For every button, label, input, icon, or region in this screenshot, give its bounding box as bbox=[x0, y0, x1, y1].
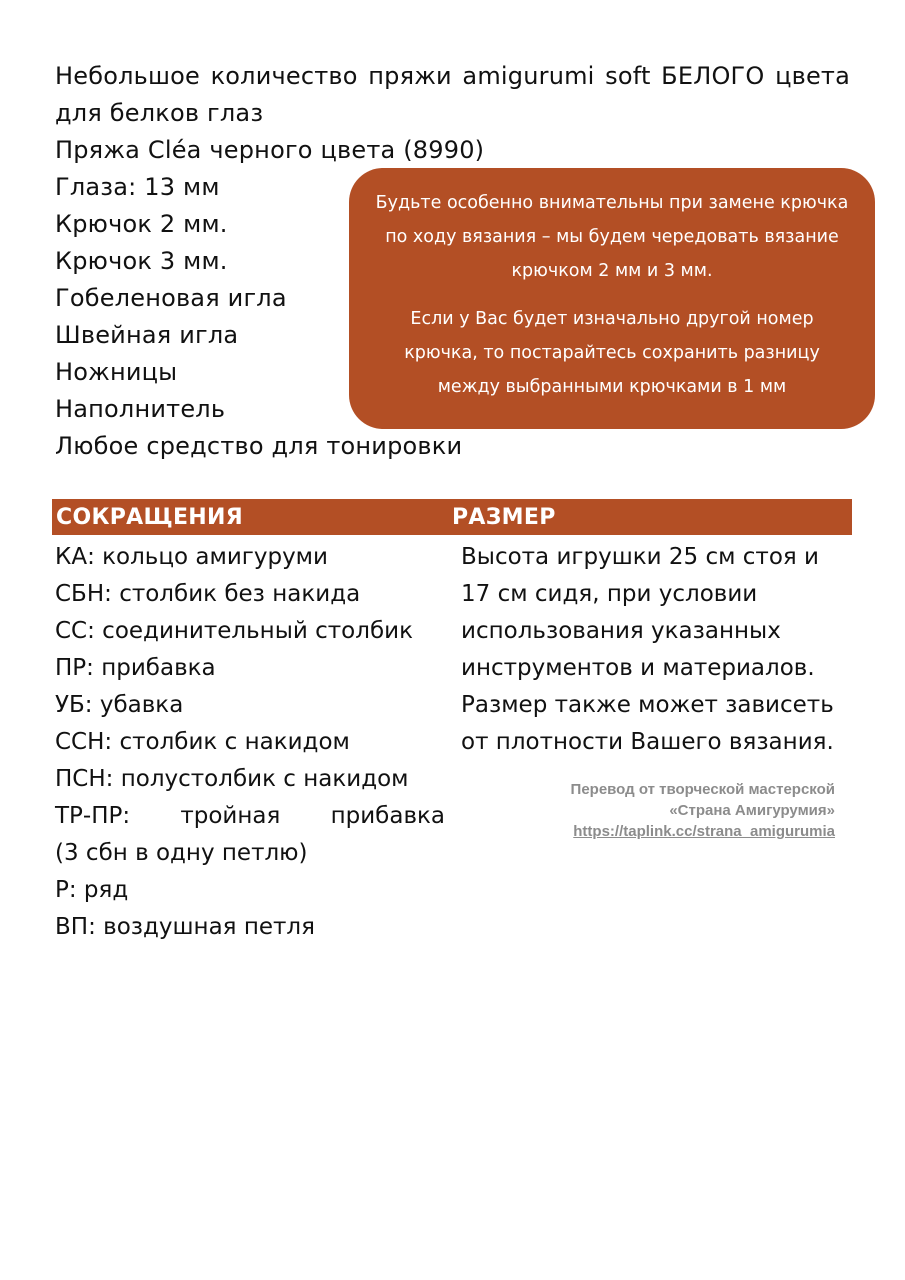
materials-item: Любое средство для тонировки bbox=[55, 432, 463, 460]
size-description bbox=[461, 539, 861, 761]
section-header-bar bbox=[52, 499, 852, 535]
materials-item: Крючок 2 мм. bbox=[55, 210, 228, 238]
abbreviation-item: ВП: воздушная петля bbox=[55, 914, 315, 940]
materials-item: Наполнитель bbox=[55, 395, 226, 423]
materials-item: Гобеленовая игла bbox=[55, 284, 287, 312]
size-line: 17 см сидя, при условии bbox=[461, 581, 758, 607]
size-line: использования указанных bbox=[461, 618, 781, 644]
credit-line: «Страна Амигурумия» bbox=[669, 802, 835, 819]
size-line: Размер также может зависеть bbox=[461, 692, 834, 718]
credit-line: Перевод от творческой мастерской bbox=[570, 781, 835, 798]
size-line: от плотности Вашего вязания. bbox=[461, 729, 834, 755]
abbreviations-heading: СОКРАЩЕНИЯ bbox=[56, 505, 243, 530]
abbreviation-item: УБ: убавка bbox=[55, 692, 184, 718]
translation-credit bbox=[470, 779, 835, 842]
size-line: инструментов и материалов. bbox=[461, 655, 815, 681]
hook-warning-note bbox=[349, 168, 875, 429]
abbreviation-item: ПСН: полустолбик с накидом bbox=[55, 766, 409, 792]
abbreviation-item: СС: соединительный столбик bbox=[55, 618, 413, 644]
materials-item: Швейная игла bbox=[55, 321, 239, 349]
note-paragraph: Если у Вас будет изначально другой номер крючка, то постарайтесь сохранить разницу между выбранными крючками в 1 мм bbox=[404, 309, 820, 397]
credit-link[interactable]: https://taplink.cc/strana_amigurumia bbox=[573, 823, 835, 840]
note-paragraph: Будьте особенно внимательны при замене крючка по ходу вязания – мы будем чередовать вязание крючком 2 мм и 3 мм. bbox=[375, 193, 849, 281]
abbreviation-item: ТР-ПР: тройная прибавка bbox=[55, 803, 445, 829]
materials-item: Глаза: 13 мм bbox=[55, 173, 220, 201]
abbreviation-item: ПР: прибавка bbox=[55, 655, 216, 681]
abbreviation-item: ССН: столбик с накидом bbox=[55, 729, 350, 755]
abbreviations-list bbox=[55, 539, 445, 946]
abbreviation-item: КА: кольцо амигуруми bbox=[55, 544, 328, 570]
abbreviation-item: СБН: столбик без накида bbox=[55, 581, 361, 607]
size-line: Высота игрушки 25 см стоя и bbox=[461, 544, 819, 570]
size-heading: РАЗМЕР bbox=[452, 505, 556, 530]
materials-item: Ножницы bbox=[55, 358, 178, 386]
abbreviation-item: (3 сбн в одну петлю) bbox=[55, 840, 308, 866]
materials-item: Небольшое количество пряжи amigurumi soft БЕЛОГО цвета для белков глаз bbox=[55, 62, 850, 127]
materials-item: Пряжа Cléa черного цвета (8990) bbox=[55, 136, 485, 164]
abbreviation-item: Р: ряд bbox=[55, 877, 129, 903]
materials-item: Крючок 3 мм. bbox=[55, 247, 228, 275]
